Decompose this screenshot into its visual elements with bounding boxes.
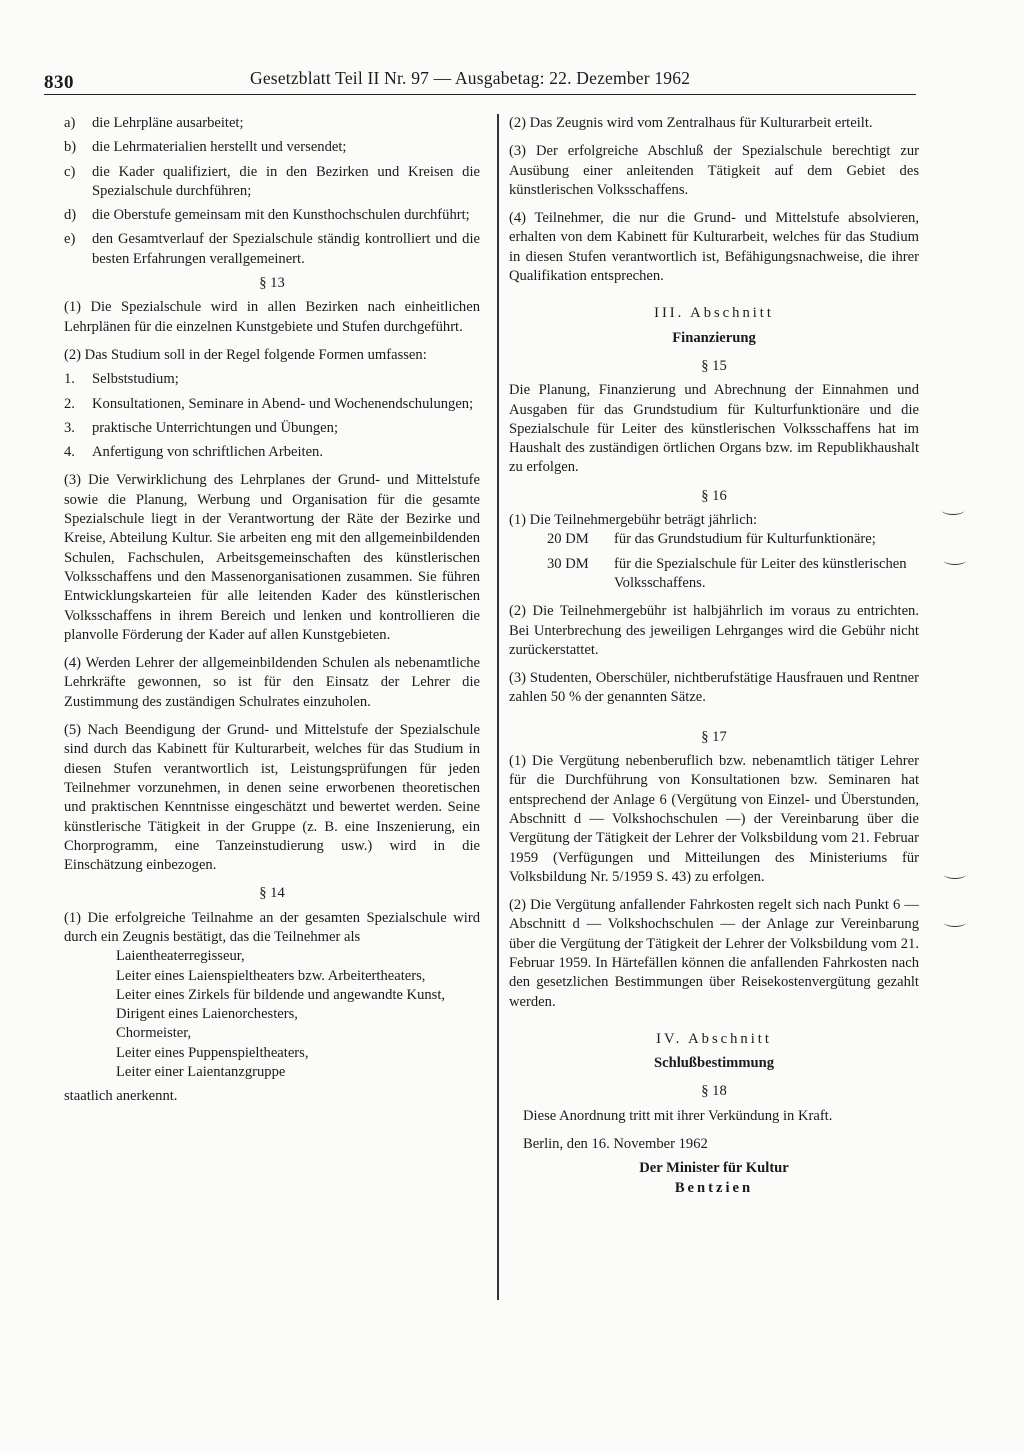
paragraph: (3) Der erfolgreiche Abschluß der Spezialschule berechtigt zur Ausübung einer anleitenden Tätigkeit auf dem Gebiet des künstlerischen Volksschaffens. bbox=[509, 143, 919, 198]
margin-mark bbox=[944, 556, 966, 565]
fee-row bbox=[509, 530, 919, 549]
right-column bbox=[509, 114, 919, 1198]
list-item bbox=[64, 419, 480, 438]
list-item bbox=[64, 443, 480, 462]
list-item bbox=[64, 206, 480, 225]
item-label: a) bbox=[64, 115, 76, 131]
item-text: praktische Unterrichtungen und Übungen; bbox=[92, 419, 338, 436]
section-heading-14: § 14 bbox=[259, 885, 285, 902]
section-title-4: IV. Abschnitt bbox=[656, 1030, 772, 1047]
column-divider bbox=[497, 114, 499, 1300]
margin-mark bbox=[944, 870, 966, 879]
role-item: Leiter einer Laientanzgruppe bbox=[116, 1064, 286, 1081]
role-item: Leiter eines Puppenspieltheaters, bbox=[116, 1044, 309, 1061]
paragraph: (2) Das Zeugnis wird vom Zentralhaus für Kulturarbeit erteilt. bbox=[509, 115, 873, 131]
paragraph: (1) Die Teilnehmergebühr beträgt jährlich: bbox=[509, 512, 758, 529]
list-item bbox=[64, 138, 480, 157]
paragraph: (3) Die Verwirklichung des Lehrplanes der Grund- und Mittelstufe sowie die Planung, Werbung und Organisation für die gesamte Spezialschule liegt in der Verantwortung der Räte der Bezirke und Kreise, Abteilung Kultur. Sie arbeiten eng mit den allgemeinbildenden Schulen, Fachschulen, Arbeitsgemeinschaften des künstlerischen Volksschaffens und den Massenorganisationen zusammen. Sie führen Entwicklungskarteien für alle leitenden Kader des künstlerischen Volksschaffens in ihrem Bereich und lenken und kontrollieren die planvolle Förderung der Kader auf allen Kunstgebieten. bbox=[64, 472, 480, 643]
section-heading-18: § 18 bbox=[701, 1083, 727, 1100]
fee-text: für die Spezialschule für Leiter des künstlerischen Volksschaffens. bbox=[614, 555, 907, 591]
item-text: den Gesamtverlauf der Spezialschule ständig kontrolliert und die besten Erfahrungen verallgemeinert. bbox=[92, 231, 480, 267]
paragraph: (1) Die erfolgreiche Teilnahme an der gesamten Spezialschule wird durch ein Zeugnis bestätigt, das die Teilnehmer als bbox=[64, 909, 480, 945]
fee-amount: 30 DM bbox=[547, 555, 589, 572]
role-item: Leiter eines Laienspieltheaters bzw. Arbeitertheaters, bbox=[116, 967, 426, 984]
paragraph: Die Planung, Finanzierung und Abrechnung der Einnahmen und Ausgaben für das Grundstudium für Kulturfunktionäre und die Spezialschule für Leiter des künstlerischen Volksschaffens hat im Haushalt des zuständigen örtlichen Organs bzw. im Republikhaushalt zu erfolgen. bbox=[509, 382, 919, 476]
paragraph: Diese Anordnung tritt mit ihrer Verkündung in Kraft. bbox=[523, 1107, 833, 1124]
list-item bbox=[64, 114, 480, 133]
certificate-roles bbox=[64, 947, 480, 1082]
item-label: 1. bbox=[64, 371, 75, 388]
item-label: 2. bbox=[64, 395, 75, 412]
fee-text: für das Grundstudium für Kulturfunktionäre; bbox=[614, 531, 876, 548]
paragraph: staatlich anerkennt. bbox=[64, 1088, 178, 1105]
margin-mark bbox=[944, 918, 966, 927]
margin-mark bbox=[942, 506, 964, 515]
item-text: die Oberstufe gemeinsam mit den Kunsthochschulen durchführt; bbox=[92, 207, 470, 224]
paragraph: (3) Studenten, Oberschüler, nichtberufstätige Hausfrauen und Rentner zahlen 50 % der genannten Sätze. bbox=[509, 670, 919, 706]
page-number: 830 bbox=[44, 72, 74, 93]
item-text: die Lehrmaterialien herstellt und versendet; bbox=[92, 139, 347, 156]
section-title-3: III. Abschnitt bbox=[654, 305, 774, 322]
paragraph: (4) Teilnehmer, die nur die Grund- und Mittelstufe absolvieren, erhalten von dem Kabinett für Kulturarbeit, welches für das Studium in diesen Stufen verantwortlich ist, Befähigungsnachweise, die ihrer Qualifikation entsprechen. bbox=[509, 210, 919, 285]
running-title: Gesetzblatt Teil II Nr. 97 — Ausgabetag: 22. Dezember 1962 bbox=[250, 68, 691, 88]
left-column bbox=[64, 114, 480, 1107]
section-subtitle-3: Finanzierung bbox=[672, 329, 756, 346]
fee-amount: 20 DM bbox=[547, 531, 589, 548]
item-label: e) bbox=[64, 231, 76, 248]
signer-title: Der Minister für Kultur bbox=[639, 1160, 789, 1177]
section-subtitle-4: Schlußbestimmung bbox=[653, 1055, 775, 1072]
signer-name: Bentzien bbox=[674, 1179, 754, 1196]
item-text: Anfertigung von schriftlichen Arbeiten. bbox=[92, 444, 324, 461]
list-item bbox=[64, 163, 480, 202]
role-item: Leiter eines Zirkels für bildende und angewandte Kunst, bbox=[116, 986, 446, 1003]
paragraph: (4) Werden Lehrer der allgemeinbildenden Schulen als nebenamtliche Lehrkräfte gewonnen, so ist für den Einsatz der Lehrer die Zustimmung des zuständigen Schulrates einzuholen. bbox=[64, 655, 480, 710]
list-item bbox=[64, 370, 480, 389]
list-item bbox=[64, 230, 480, 269]
page-header bbox=[44, 66, 916, 95]
item-text: Selbststudium; bbox=[92, 371, 179, 388]
item-text: die Lehrpläne ausarbeitet; bbox=[92, 115, 244, 131]
item-label: c) bbox=[64, 163, 76, 180]
item-text: Konsultationen, Seminare in Abend- und Wochenendschulungen; bbox=[92, 395, 474, 412]
paragraph: (2) Das Studium soll in der Regel folgende Formen umfassen: bbox=[64, 346, 427, 363]
role-item: Chormeister, bbox=[116, 1025, 192, 1042]
section-heading-13: § 13 bbox=[259, 275, 285, 292]
paragraph: (1) Die Spezialschule wird in allen Bezirken nach einheitlichen Lehrplänen für die einzelnen Kunstgebiete und Stufen durchgeführt. bbox=[64, 299, 480, 335]
item-label: d) bbox=[64, 207, 77, 224]
item-text: die Kader qualifiziert, die in den Bezirken und Kreisen die Spezialschule durchführen; bbox=[92, 163, 480, 199]
role-item: Laientheaterregisseur, bbox=[116, 948, 245, 965]
item-label: b) bbox=[64, 139, 77, 156]
item-label: 3. bbox=[64, 419, 75, 436]
place-date: Berlin, den 16. November 1962 bbox=[523, 1136, 708, 1153]
section-heading-17: § 17 bbox=[701, 728, 727, 745]
section-heading-15: § 15 bbox=[701, 357, 727, 374]
item-label: 4. bbox=[64, 444, 75, 461]
section-heading-16: § 16 bbox=[701, 487, 727, 504]
paragraph: (2) Die Vergütung anfallender Fahrkosten regelt sich nach Punkt 6 — Abschnitt d — Volkshochschulen — der Anlage zur Vereinbarung über die Vergütung der Tätigkeit der Lehrer der Volksbildung vom 21. Februar 1959. In Härtefällen können die anfallenden Fahrkosten nach den gesetzlichen Bestimmungen über Reisekostenvergütung gezahlt werden. bbox=[509, 897, 919, 1010]
list-item bbox=[64, 395, 480, 414]
fee-row bbox=[509, 555, 919, 594]
paragraph: (5) Nach Beendigung der Grund- und Mittelstufe der Spezialschule sind durch das Kabinett für Kulturarbeit, welches für das Studium in diesen Stufen verantwortlich ist, Leistungsprüfungen für jeden Teilnehmer vorzunehmen, in denen seine erworbenen theoretischen und praktischen Kenntnisse eingeschätzt und bewertet werden. Seine künstlerische Tätigkeit in der Gruppe (z. B. eine Inszenierung, ein Chorprogramm, eine Tanzeinstudierung usw.) wird in die Einschätzung einbezogen. bbox=[64, 722, 480, 874]
paragraph: (1) Die Vergütung nebenberuflich bzw. nebenamtlich tätiger Lehrer für die Durchführung von Konsultationen bzw. Seminaren hat entsprechend der Anlage 6 (Vergütung von Einzel- und Überstunden, Abschnitt d — Volkshochschulen —) der Vereinbarung über die Vergütung der Tätigkeit der Lehrer der Volksbildung vom 21. Februar 1959 (Verfügungen und Mitteilungen des Ministeriums für Volksbildung Nr. 5/1959 S. 43) zu erfolgen. bbox=[509, 753, 919, 885]
role-item: Dirigent eines Laienorchesters, bbox=[116, 1006, 298, 1023]
paragraph: (2) Die Teilnehmergebühr ist halbjährlich im voraus zu entrichten. Bei Unterbrechung des jeweiligen Lehrganges wird die Gebühr nicht zurückerstattet. bbox=[509, 603, 919, 658]
